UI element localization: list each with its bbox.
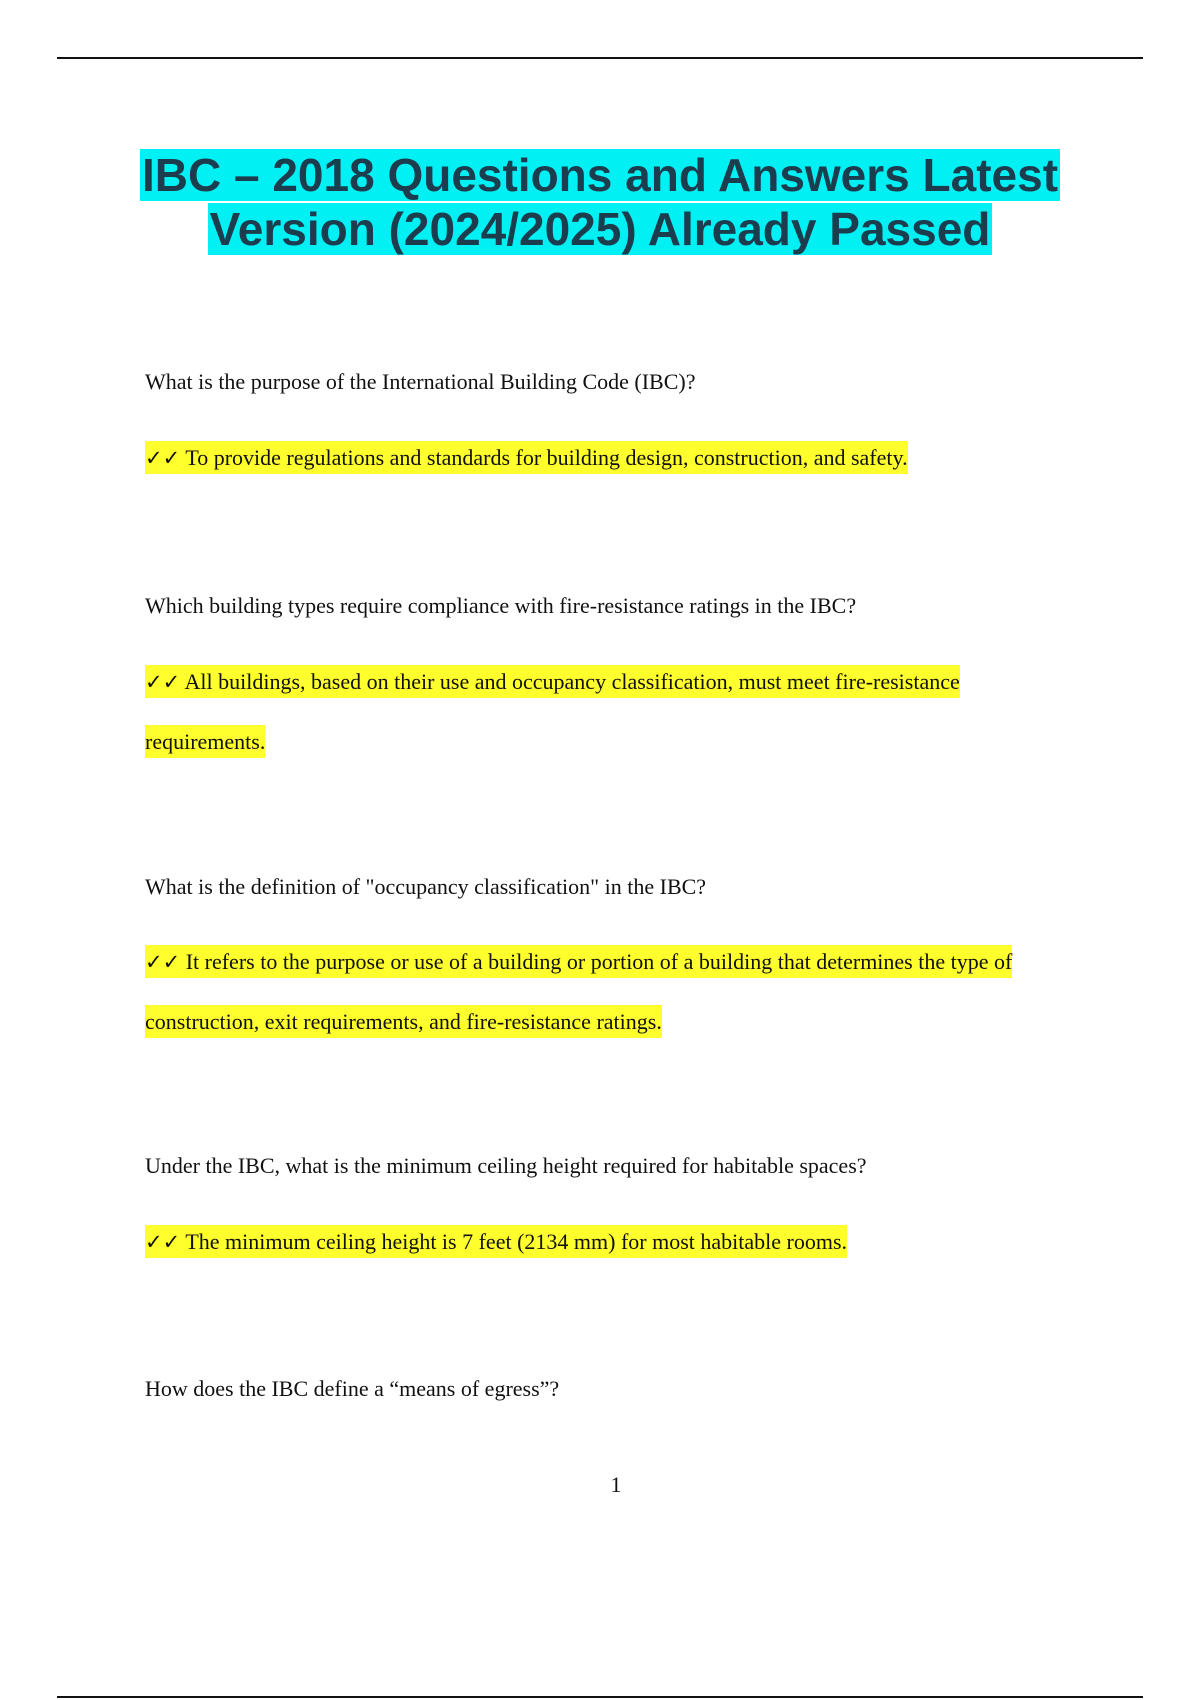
- answer-2-text: All buildings, based on their use and occupancy classification, must meet fire-resistance requirements.: [145, 669, 960, 754]
- bottom-rule: [57, 1696, 1143, 1698]
- question-4: Under the IBC, what is the minimum ceiling height required for habitable spaces?: [145, 1153, 867, 1178]
- question-2: Which building types require compliance with fire-resistance ratings in the IBC?: [145, 593, 857, 618]
- top-rule: [57, 57, 1143, 59]
- answer-1-text: To provide regulations and standards for building design, construction, and safety.: [185, 445, 908, 470]
- page-number: 1: [610, 1472, 622, 1497]
- check-icon: ✓✓: [145, 446, 181, 470]
- question-1: What is the purpose of the International Building Code (IBC)?: [145, 369, 696, 394]
- answer-4: [145, 1212, 1085, 1272]
- answer-3-text: It refers to the purpose or use of a building or portion of a building that determines the type of construction, exit requirements, and fire-resistance ratings.: [145, 949, 1013, 1034]
- document-title: [100, 148, 1100, 256]
- check-icon: ✓✓: [145, 1230, 181, 1254]
- title-highlight: IBC – 2018 Questions and Answers Latest Version (2024/2025) Already Passed: [141, 149, 1059, 255]
- check-icon: ✓✓: [145, 670, 181, 694]
- answer-2: [145, 652, 1085, 772]
- answer-4-text: The minimum ceiling height is 7 feet (2134 mm) for most habitable rooms.: [185, 1229, 848, 1254]
- question-5: How does the IBC define a “means of egress”?: [145, 1376, 560, 1401]
- answer-1: [145, 428, 1085, 488]
- question-3: What is the definition of "occupancy classification" in the IBC?: [145, 874, 707, 899]
- answer-3: [145, 932, 1085, 1052]
- check-icon: ✓✓: [145, 950, 181, 974]
